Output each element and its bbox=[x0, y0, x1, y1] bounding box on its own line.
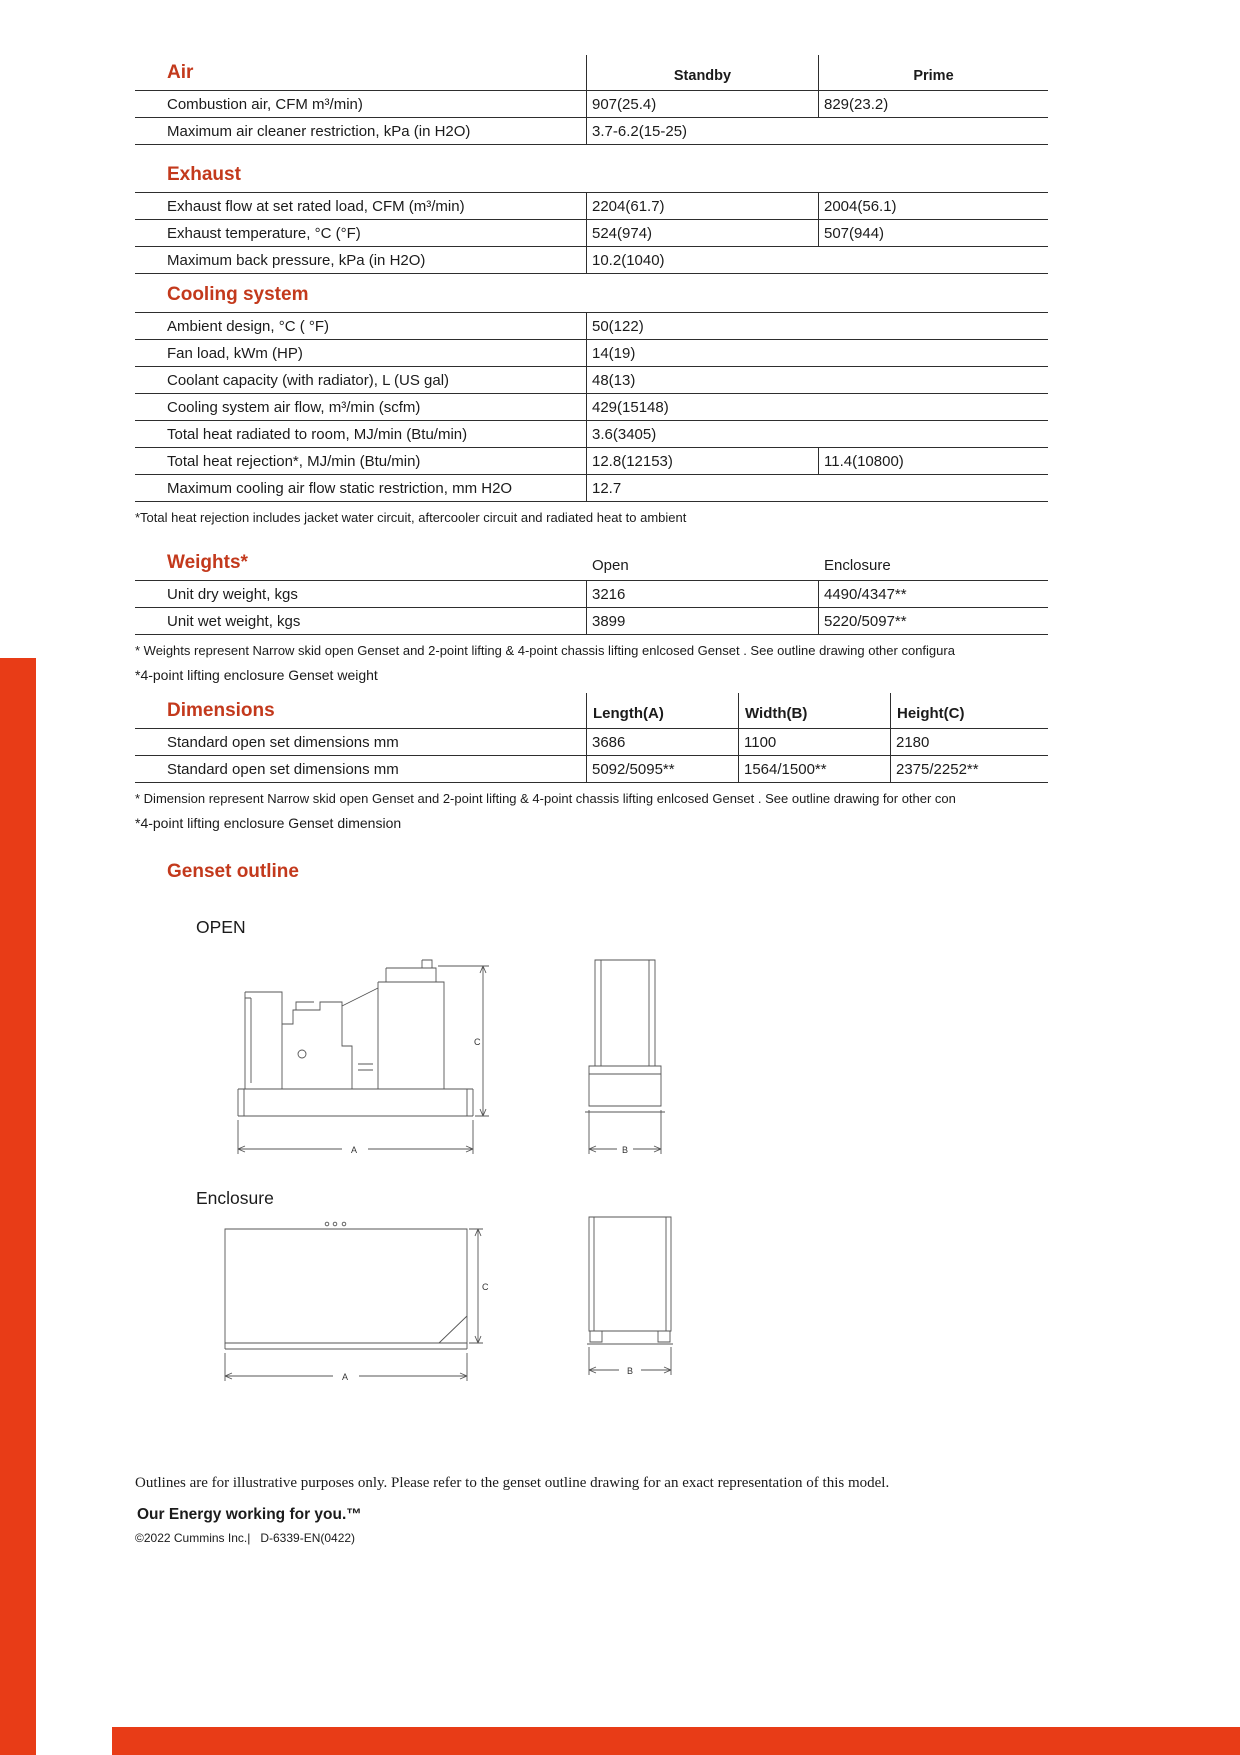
cooling-section-title: Cooling system bbox=[167, 284, 309, 305]
dim-label-c: C bbox=[474, 1037, 481, 1047]
table-row bbox=[135, 193, 1048, 220]
weights-footnote-2: *4-point lifting enclosure Genset weight bbox=[135, 667, 378, 683]
weights-section-title: Weights* bbox=[167, 552, 248, 573]
enclosure-end-view-drawing bbox=[575, 1209, 685, 1385]
cell-value: 10.2(1040) bbox=[586, 247, 1048, 274]
cell-prime: 507(944) bbox=[818, 220, 1048, 247]
cell-height: 2375/2252** bbox=[890, 756, 1048, 783]
enclosure-drawing-area bbox=[135, 1209, 1048, 1391]
row-label: Unit dry weight, kgs bbox=[135, 581, 586, 608]
cell-width: 1564/1500** bbox=[738, 756, 890, 783]
table-row bbox=[135, 313, 1048, 340]
left-accent-bar bbox=[0, 658, 36, 1755]
dim-label-b: B bbox=[622, 1145, 629, 1155]
cell-width: 1100 bbox=[738, 729, 890, 756]
open-drawing-label: OPEN bbox=[196, 917, 246, 937]
row-label: Total heat rejection*, MJ/min (Btu/min) bbox=[135, 448, 586, 475]
cell-length: 3686 bbox=[586, 729, 738, 756]
row-label: Cooling system air flow, m³/min (scfm) bbox=[135, 394, 586, 421]
row-label: Standard open set dimensions mm bbox=[135, 729, 586, 756]
table-row bbox=[135, 367, 1048, 394]
table-row bbox=[135, 118, 1048, 145]
dim-label-b: B bbox=[627, 1366, 634, 1376]
bottom-accent-bar bbox=[112, 1727, 1240, 1755]
cell-standby: 524(974) bbox=[586, 220, 818, 247]
weights-table-header bbox=[135, 545, 1048, 581]
cell-open: 3216 bbox=[586, 581, 818, 608]
cooling-heading-row bbox=[135, 277, 1048, 313]
enclosure-drawing-label: Enclosure bbox=[196, 1188, 274, 1208]
dimensions-footnote-2: *4-point lifting enclosure Genset dimension bbox=[135, 815, 402, 831]
row-label: Coolant capacity (with radiator), L (US gal) bbox=[135, 367, 586, 394]
table-row bbox=[135, 581, 1048, 608]
row-label: Unit wet weight, kgs bbox=[135, 608, 586, 635]
cell-height: 2180 bbox=[890, 729, 1048, 756]
weights-col-enclosure: Enclosure bbox=[818, 545, 1048, 581]
cell-value: 3.6(3405) bbox=[586, 421, 1048, 448]
table-row bbox=[135, 220, 1048, 247]
table-row bbox=[135, 394, 1048, 421]
open-end-view-drawing bbox=[565, 946, 685, 1168]
row-label: Maximum air cleaner restriction, kPa (in H2O) bbox=[135, 118, 586, 145]
cell-enclosure: 4490/4347** bbox=[818, 581, 1048, 608]
row-label: Total heat radiated to room, MJ/min (Btu/min) bbox=[135, 421, 586, 448]
dimensions-table-header bbox=[135, 693, 1048, 729]
table-row bbox=[135, 340, 1048, 367]
open-drawing-area bbox=[135, 938, 1048, 1188]
outline-disclaimer: Outlines are for illustrative purposes only. Please refer to the genset outline drawing for an exact representation of this model. bbox=[135, 1475, 890, 1491]
row-label: Maximum back pressure, kPa (in H2O) bbox=[135, 247, 586, 274]
cell-prime: 2004(56.1) bbox=[818, 193, 1048, 220]
dims-col-length: Length(A) bbox=[586, 693, 738, 729]
dimensions-footnote-1: * Dimension represent Narrow skid open Genset and 2-point lifting & 4-point chassis lifting enlcosed Genset . See outline drawing for other con bbox=[135, 791, 956, 806]
dim-label-a: A bbox=[351, 1145, 358, 1155]
cell-enclosure: 5220/5097** bbox=[818, 608, 1048, 635]
cell-value: 3.7-6.2(15-25) bbox=[586, 118, 1048, 145]
exhaust-heading-row bbox=[135, 157, 1048, 193]
dim-label-a: A bbox=[342, 1372, 349, 1382]
table-row bbox=[135, 608, 1048, 635]
cell-value: 12.7 bbox=[586, 475, 1048, 502]
cell-open: 3899 bbox=[586, 608, 818, 635]
dims-col-height: Height(C) bbox=[890, 693, 1048, 729]
outline-heading-row bbox=[135, 859, 1048, 883]
row-label: Exhaust temperature, °C (°F) bbox=[135, 220, 586, 247]
cell-prime: 829(23.2) bbox=[818, 91, 1048, 118]
open-side-view-drawing bbox=[230, 946, 500, 1168]
page-content bbox=[135, 0, 1048, 1545]
cell-length: 5092/5095** bbox=[586, 756, 738, 783]
dims-col-width: Width(B) bbox=[738, 693, 890, 729]
weights-footnote-1: * Weights represent Narrow skid open Genset and 2-point lifting & 4-point chassis lifting enlcosed Genset . See outline drawing other configura bbox=[135, 643, 955, 658]
air-section-title: Air bbox=[167, 62, 194, 83]
row-label: Standard open set dimensions mm bbox=[135, 756, 586, 783]
cell-value: 429(15148) bbox=[586, 394, 1048, 421]
cooling-footnote: *Total heat rejection includes jacket water circuit, aftercooler circuit and radiated heat to ambient bbox=[135, 510, 687, 525]
brand-tagline: Our Energy working for you.™ bbox=[137, 1506, 362, 1523]
table-row bbox=[135, 475, 1048, 502]
exhaust-section-title: Exhaust bbox=[167, 164, 241, 185]
cell-prime: 11.4(10800) bbox=[818, 448, 1048, 475]
dim-label-c: C bbox=[482, 1282, 489, 1292]
air-table-header bbox=[135, 55, 1048, 91]
row-label: Fan load, kWm (HP) bbox=[135, 340, 586, 367]
copyright-line: ©2022 Cummins Inc.| D-6339-EN(0422) bbox=[135, 1531, 356, 1545]
cell-standby: 907(25.4) bbox=[586, 91, 818, 118]
row-label: Combustion air, CFM m³/min) bbox=[135, 91, 586, 118]
table-row bbox=[135, 756, 1048, 783]
row-label: Ambient design, °C ( °F) bbox=[135, 313, 586, 340]
row-label: Exhaust flow at set rated load, CFM (m³/min) bbox=[135, 193, 586, 220]
cell-value: 48(13) bbox=[586, 367, 1048, 394]
table-row bbox=[135, 729, 1048, 756]
cell-value: 14(19) bbox=[586, 340, 1048, 367]
table-row bbox=[135, 421, 1048, 448]
enclosure-side-view-drawing bbox=[215, 1215, 505, 1391]
table-row bbox=[135, 91, 1048, 118]
air-col-prime: Prime bbox=[818, 55, 1048, 91]
cell-standby: 12.8(12153) bbox=[586, 448, 818, 475]
outline-section-title: Genset outline bbox=[167, 861, 299, 882]
row-label: Maximum cooling air flow static restriction, mm H2O bbox=[135, 475, 586, 502]
weights-col-open: Open bbox=[586, 545, 818, 581]
cell-value: 50(122) bbox=[586, 313, 1048, 340]
air-col-standby: Standby bbox=[586, 55, 818, 91]
dimensions-section-title: Dimensions bbox=[167, 700, 275, 721]
table-row bbox=[135, 247, 1048, 274]
table-row bbox=[135, 448, 1048, 475]
cell-standby: 2204(61.7) bbox=[586, 193, 818, 220]
